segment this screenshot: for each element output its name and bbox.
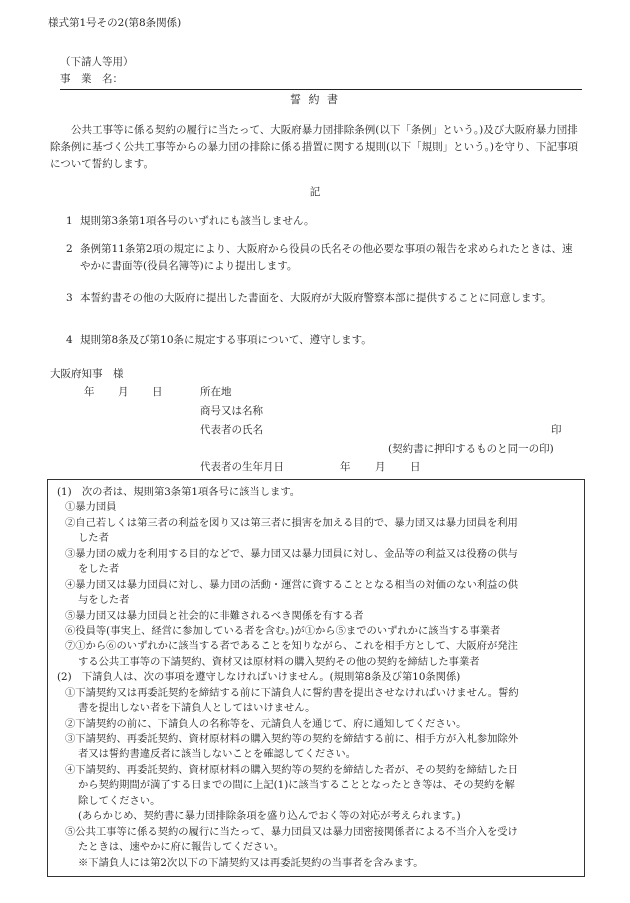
notes-line: ④下請契約、再委託契約、資材原材料の購入契約等の契約を締結した者が、その契約を締結した日 bbox=[65, 763, 519, 776]
notes-line: ②下請契約の前に、下請負人の名称等を、元請負人を通じて、府に通知してください。 bbox=[65, 717, 467, 730]
pledge-item-text: 本誓約書その他の大阪府に提出した書面を、大阪府が大阪府警察本部に提供することに同意します。 bbox=[80, 292, 552, 304]
notes-line: ④暴力団又は暴力団員に対し、暴力団の活動・運営に資することとなる相当の対価のない利益の供 bbox=[65, 578, 519, 591]
notes-line: ⑤暴力団又は暴力団員と社会的に非難されるべき関係を有する者 bbox=[65, 609, 364, 622]
notes-line: 除してください。 bbox=[78, 794, 161, 807]
address-label: 所在地 bbox=[200, 386, 232, 398]
notes-line: ⑦①から⑥のいずれかに該当する者であることを知りながら、これを相手方として、大阪府が発注 bbox=[65, 640, 518, 653]
notes-line: ※下請負人には第2次以下の下請契約又は再委託契約の当事者を含みます。 bbox=[78, 856, 424, 869]
date-month-label: 月 bbox=[118, 386, 129, 398]
pledge-item-text: 条例第11条第2項の規定により、大阪府から役員の氏名その他必要な事項の報告を求められたときは、速やかに書面等(役員名簿等)により提出します。 bbox=[80, 243, 573, 272]
pledge-item-number: 1 bbox=[66, 215, 73, 227]
business-name-row bbox=[60, 72, 582, 90]
subcontractor-use-label: （下請人等用） bbox=[60, 56, 134, 68]
pledge-item-number: 2 bbox=[66, 243, 73, 255]
seal-note: (契約書に押印するものと同一の印) bbox=[388, 443, 554, 455]
pledge-item-number: 3 bbox=[66, 292, 73, 304]
notes-line: 者又は誓約書違反者に該当しないことを確認してください。 bbox=[78, 748, 357, 761]
trade-name-label: 商号又は名称 bbox=[200, 405, 263, 417]
business-name-label: 事 業 名： bbox=[60, 73, 123, 85]
notes-line: ②自己若しくは第三者の利益を図り又は第三者に損害を加える目的で、暴力団又は暴力団員を利用 bbox=[65, 516, 518, 529]
preamble-paragraph: 公共工事等に係る契約の履行に当たって、大阪府暴力団排除条例(以下「条例」という。)及び大阪府暴力団排除条例に基づく公共工事等からの暴力団の排除に係る措置に関する規則(以下「規則」という。)を守り、下記事項について誓約します。 bbox=[50, 124, 578, 170]
pledge-item-number: 4 bbox=[66, 334, 73, 346]
notes-line: 与をした者 bbox=[78, 594, 130, 607]
notes-line: から契約期間が満了する日までの間に上記(1)に該当することとなったとき等は、その契約を解 bbox=[78, 779, 515, 792]
notes-line: (1) 次の者は、規則第3条第1項各号に該当します。 bbox=[57, 486, 301, 498]
pledge-item-4 bbox=[66, 332, 578, 349]
notes-line: をした者 bbox=[78, 563, 120, 576]
pledge-item-2 bbox=[66, 241, 578, 275]
notes-line: ⑥役員等(事実上、経営に参加している者を含む。)が①から⑤までのいずれかに該当する事業者 bbox=[65, 624, 501, 637]
pledge-item-text: 規則第3条第1項各号のいずれにも該当しません。 bbox=[80, 215, 315, 227]
notes-line: ①暴力団員 bbox=[65, 501, 117, 514]
representative-birthdate-label: 代表者の生年月日 bbox=[200, 461, 284, 473]
notes-line: (2) 下請負人は、次の事項を遵守しなければいけません。(規則第8条及び第10条関係) bbox=[57, 671, 461, 684]
pledge-item-text: 規則第8条及び第10条に規定する事項について、遵守します。 bbox=[80, 334, 372, 346]
notes-line: した者 bbox=[78, 532, 109, 545]
representative-name-label: 代表者の氏名 bbox=[200, 424, 263, 436]
notes-line: ③暴力団の威力を利用する目的などで、暴力団又は暴力団員に対し、金品等の利益又は役務の供与 bbox=[65, 547, 518, 560]
addressee: 大阪府知事 様 bbox=[50, 368, 124, 380]
ki-heading: 記 bbox=[309, 186, 321, 198]
notes-line: (あらかじめ、契約書に暴力団排除条項を盛り込んでおく等の対応が考えられます。) bbox=[78, 810, 461, 823]
document-title: 誓 約 書 bbox=[290, 93, 340, 106]
seal-mark: 印 bbox=[551, 424, 562, 436]
notes-line: 書を提出しない者を下請負人としてはいけません。 bbox=[78, 702, 316, 715]
pledge-item-3 bbox=[66, 290, 578, 307]
notes-line: する公共工事等の下請契約、資材又は原材料の購入契約その他の契約を締結した事業者 bbox=[78, 655, 480, 668]
birth-year-label: 年 bbox=[340, 461, 351, 473]
notes-line: ⑤公共工事等に係る契約の履行に当たって、暴力団員又は暴力団密接関係者による不当介入を受け bbox=[65, 825, 518, 838]
date-year-label: 年 bbox=[84, 386, 95, 398]
notes-line: たときは、速やかに府に報告してください。 bbox=[78, 841, 284, 854]
birth-month-label: 月 bbox=[375, 461, 386, 473]
notes-line: ③下請契約、再委託契約、資材原材料の購入契約等の契約を締結する前に、相手方が入札参加除外 bbox=[65, 733, 519, 746]
pledge-item-1 bbox=[66, 213, 578, 230]
birth-day-label: 日 bbox=[410, 461, 421, 473]
date-day-label: 日 bbox=[152, 386, 163, 398]
form-number: 様式第1号その2(第8条関係) bbox=[48, 17, 182, 29]
notes-box bbox=[47, 479, 585, 877]
notes-line: ①下請契約又は再委託契約を締結する前に下請負人に誓約書を提出させなければいけません。誓約 bbox=[65, 686, 519, 699]
